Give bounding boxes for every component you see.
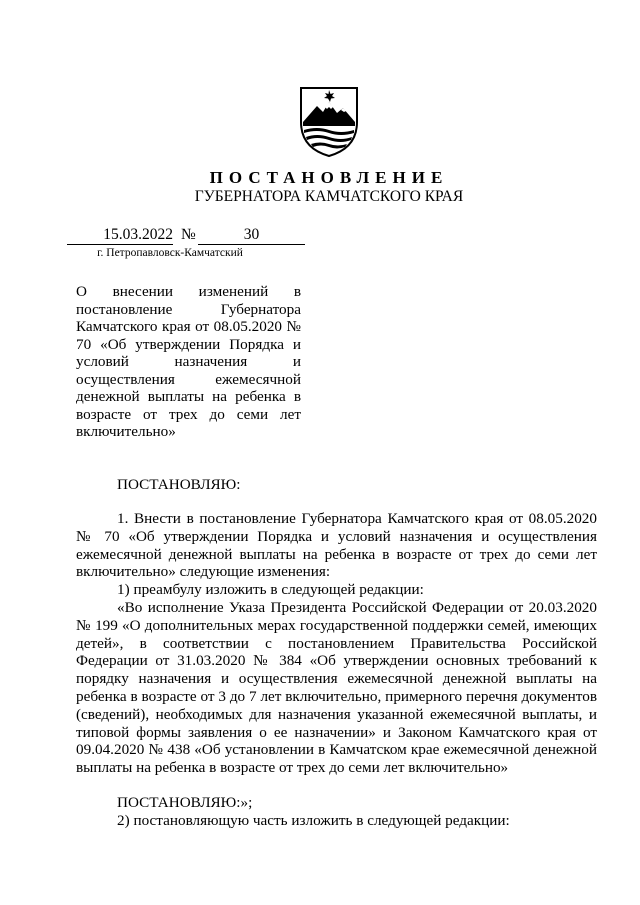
document-title: ПОСТАНОВЛЕНИЕ xyxy=(209,168,449,187)
decree-word: ПОСТАНОВЛЯЮ: xyxy=(117,476,241,493)
coat-of-arms-icon xyxy=(297,82,361,158)
paragraph-3: «Во исполнение Указа Президента Российской Федерации от 20.03.2020 № 199 «О дополнительных мерах государственной поддержки семей, имеющих детей», в соответствии с постановлением Правительства Российской Федерации от 31.03.2020 № 384 «Об утверждении основных требований к порядку назначения и осуществления ежемесячной денежной выплаты на ребенка в возрасте от 3 до 7 лет включительно, примерного перечня документов (сведений), необходимых для назначения указанной ежемесячной выплаты, и типовой формы заявления о ее назначении» и Законом Камчатского края от 09.04.2020 № 438 «Об установлении в Камчатском крае ежемесячной денежной выплаты на ребенка в возрасте от трех до семи лет включительно» xyxy=(76,598,597,777)
number-sign: № xyxy=(181,226,196,243)
paragraph-5: 2) постановляющую часть изложить в следующей редакции: xyxy=(117,811,510,829)
paragraph-2: 1) преамбулу изложить в следующей редакции: xyxy=(117,581,424,599)
document-subtitle: ГУБЕРНАТОРА КАМЧАТСКОГО КРАЯ xyxy=(194,188,464,205)
document-subject: О внесении изменений в постановление Губернатора Камчатского края от 08.05.2020 № 70 «Об утверждении Порядка и условий назначения и осуществления ежемесячной денежной выплаты на ребенка в возрасте от трех до семи лет включительно» xyxy=(76,283,301,440)
document-date: 15.03.2022 xyxy=(67,226,173,245)
paragraph-4: ПОСТАНОВЛЯЮ:»; xyxy=(117,793,253,811)
document-number: 30 xyxy=(198,226,305,245)
place-of-issue: г. Петропавловск-Камчатский xyxy=(97,247,243,259)
document-body xyxy=(76,510,597,830)
paragraph-1: 1. Внести в постановление Губернатора Камчатского края от 08.05.2020 № 70 «Об утверждении Порядка и условий назначения и осуществления ежемесячной денежной выплаты на ребенка в возрасте от трех до семи лет включительно» следующие изменения: xyxy=(76,510,597,581)
